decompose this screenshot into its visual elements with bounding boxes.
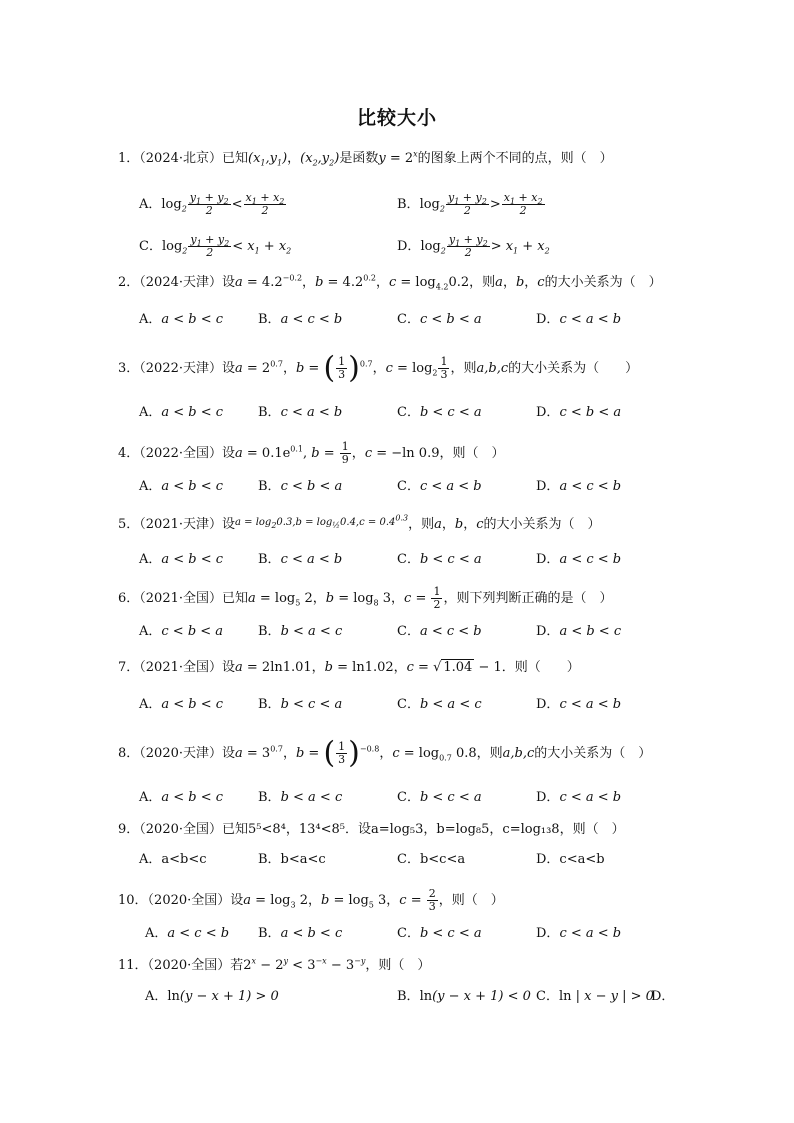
question-8: 8．（2020·天津）设$a = 3^{0.7}$，b = ( $\frac{1}{3}$ )$^{-0.8}$，$c = \log_{0.7} 0.8$，则a,b,c的大小关系为（ ） [118, 735, 652, 771]
q1-option-b[interactable]: B．$\log_2$ $\frac{y_1 + y_2}{2}$ > $\frac{x_1 + x_2}{2}$ [397, 191, 543, 217]
q9-option-a[interactable]: A．a<b<c [139, 852, 207, 867]
q7-option-d[interactable]: D．c < a < b [536, 697, 622, 712]
q5-option-a[interactable]: A．a < b < c [139, 552, 224, 567]
q3-option-b[interactable]: B．c < a < b [258, 405, 343, 420]
q7-option-a[interactable]: A．a < b < c [139, 697, 224, 712]
q5-option-d[interactable]: D．a < c < b [536, 552, 622, 567]
q10-option-b[interactable]: B．a < b < c [258, 926, 343, 941]
q5-option-c[interactable]: C．b < c < a [397, 552, 482, 567]
q11-option-d[interactable]: D． [651, 989, 675, 1004]
q8-option-d[interactable]: D．c < a < b [536, 790, 622, 805]
q2-option-c[interactable]: C．c < b < a [397, 312, 482, 327]
q8-option-b[interactable]: B．b < a < c [258, 790, 343, 805]
q6-option-b[interactable]: B．b < a < c [258, 624, 343, 639]
q10-option-d[interactable]: D．c < a < b [536, 926, 622, 941]
q1-option-c[interactable]: C．$\log_2$ $\frac{y_1 + y_2}{2}$ < $x_1 + x_2$ [139, 233, 292, 259]
question-11: 11．（2020·全国）若$2^x - 2^y < 3^{-x} - 3^{-y}$，则（ ） [118, 956, 431, 973]
question-5: 5．（2021·天津）设$^{a = log_20.3,b = log_{\frac{1}{2}}0.4,c = 0.4^{0.3}}$，则a，b，c的大小关系为（ ） [118, 513, 601, 532]
question-9: 9．（2020·全国）已知5⁵<8⁴，13⁴<8⁵．设a=log₅3，b=log₈5，c=log₁₃8，则（ ） [118, 822, 625, 837]
q6-option-d[interactable]: D．a < b < c [536, 624, 622, 639]
q10-option-a[interactable]: A．a < c < b [145, 926, 230, 941]
q4-option-d[interactable]: D．a < c < b [536, 479, 622, 494]
q7-option-b[interactable]: B．b < c < a [258, 697, 343, 712]
question-1: 1．（2024·北京）已知$(x_1,y_1)$，$(x_2,y_2)$是函数$y = 2^x$的图象上两个不同的点，则（ ） [118, 149, 613, 168]
q10-option-c[interactable]: C．b < c < a [397, 926, 482, 941]
page-title: 比较大小 [356, 107, 437, 129]
q3-option-d[interactable]: D．c < b < a [536, 405, 622, 420]
question-10: 10．（2020·全国）设$a = \log_3 2$，$b = \log_5 3$，c = $\frac{2}{3}$ ，则（ ） [118, 887, 504, 913]
question-6: 6．（2021·全国）已知$a = \log_5 2$，$b = \log_8 3$，c = $\frac{1}{2}$ ，则下列判断正确的是（ ） [118, 585, 613, 611]
q2-option-d[interactable]: D．c < a < b [536, 312, 622, 327]
question-3: 3．（2022·天津）设$a = 2^{0.7}$，b = ( $\frac{1}{3}$ )$^{0.7}$，$c = \log_2$ $\frac{1}{3}$ ，则a,b,c的大小关系为（ ） [118, 350, 639, 386]
q6-option-c[interactable]: C．a < c < b [397, 624, 482, 639]
q2-option-b[interactable]: B．a < c < b [258, 312, 343, 327]
q9-option-b[interactable]: B．b<a<c [258, 852, 326, 867]
q9-option-d[interactable]: D．c<a<b [536, 852, 605, 867]
q5-option-b[interactable]: B．c < a < b [258, 552, 343, 567]
q9-option-c[interactable]: C．b<c<a [397, 852, 466, 867]
question-2: 2．（2024·天津）设$a = 4.2^{-0.2}$，$b = 4.2^{0.2}$，$c = \log_{4.2}0.2$，则a，b，c的大小关系为（ ） [118, 273, 662, 292]
question-7: 7．（2021·全国）设a = 2ln1.01，b = ln1.02，c = √ 1.04 − 1．则（ ） [118, 660, 580, 675]
q4-option-c[interactable]: C．c < a < b [397, 479, 482, 494]
q8-option-a[interactable]: A．a < b < c [139, 790, 224, 805]
q11-option-b[interactable]: B．ln(y − x + 1) < 0 [397, 989, 531, 1004]
q4-option-a[interactable]: A．a < b < c [139, 479, 224, 494]
q11-option-c[interactable]: C．ln | x − y | > 0 [536, 989, 654, 1004]
q8-option-c[interactable]: C．b < c < a [397, 790, 482, 805]
q1-option-a[interactable]: A．$\log_2$ $\frac{y_1 + y_2}{2}$ < $\frac{x_1 + x_2}{2}$ [139, 191, 285, 217]
q3-option-a[interactable]: A．a < b < c [139, 405, 224, 420]
q4-option-b[interactable]: B．c < b < a [258, 479, 343, 494]
q1-option-d[interactable]: D．$\log_2$ $\frac{y_1 + y_2}{2}$ > $x_1 + x_2$ [397, 233, 550, 259]
q11-option-a[interactable]: A．ln(y − x + 1) > 0 [145, 989, 279, 1004]
q6-option-a[interactable]: A．c < b < a [139, 624, 224, 639]
q7-option-c[interactable]: C．b < a < c [397, 697, 482, 712]
q2-option-a[interactable]: A．a < b < c [139, 312, 224, 327]
q3-option-c[interactable]: C．b < c < a [397, 405, 482, 420]
question-4: 4．（2022·全国）设$a = 0.1e^{0.1}$, b = $\frac{1}{9}$ ，c = −ln 0.9，则（ ） [118, 440, 505, 466]
